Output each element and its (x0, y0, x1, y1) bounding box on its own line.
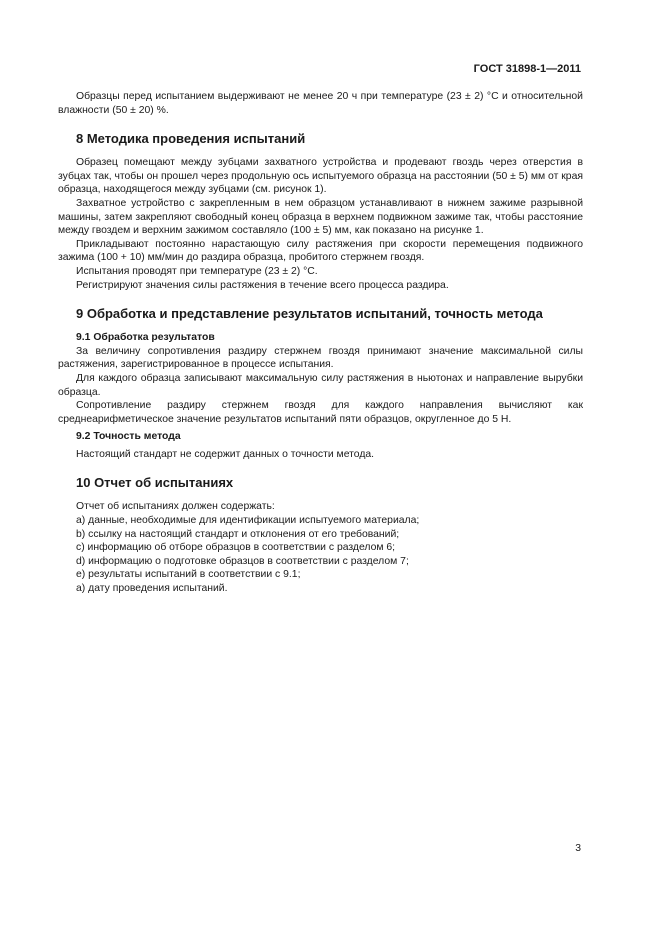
section-9-1-paragraph: Сопротивление раздиру стержнем гвоздя для каждого направления вычисляют как среднеарифметическое значение результатов испытаний пяти образцов, округленное до 5 Н. (58, 400, 583, 425)
section-9-1-paragraph: За величину сопротивления раздиру стержнем гвоздя принимают значение максимальной силы растяжения, зарегистрированное в процессе испытания. (58, 345, 583, 371)
section-9-2-paragraph: Настоящий стандарт не содержит данных о точности метода. (76, 448, 375, 460)
section-8-paragraph: Захватное устройство с закрепленным в нем образцом устанавливают в нижнем зажиме разрывной машины, затем закрепляют свободный конец образца в верхнем подвижном зажиме так, чтобы расстояние между гвоздем и верхним зажимом составляло (100 ± 5) мм, как показано на рисунке 1. (58, 197, 583, 237)
section-10-heading: 10 Отчет об испытаниях (76, 475, 234, 491)
standard-code-header: ГОСТ 31898-1—2011 (473, 63, 581, 75)
section-9-1-paragraph: Для каждого образца записывают максимальную силу растяжения в ньютонах и направление вырубки образца. (58, 372, 583, 398)
section-8-heading: 8 Методика проведения испытаний (76, 131, 306, 147)
section-10-lead: Отчет об испытаниях должен содержать: (76, 501, 275, 513)
report-list-item: а) дату проведения испытаний. (76, 583, 228, 595)
page-content (58, 90, 583, 596)
section-9-heading: 9 Обработка и представление результатов испытаний, точность метода (76, 306, 543, 322)
report-list-item: b) ссылку на настоящий стандарт и отклонения от его требований; (76, 528, 400, 540)
page-number: 3 (575, 843, 581, 854)
subsection-9-1-heading: 9.1 Обработка результатов (76, 332, 215, 344)
section-8-paragraph: Образец помещают между зубцами захватного устройства и продевают гвоздь через отверстия в зубцах так, чтобы он прошел через продольную ось испытуемого образца на расстоянии (50 ± 5) мм от края образца, находящегося между зубцами (см. рисунок 1). (58, 157, 583, 196)
intro-paragraph: Образцы перед испытанием выдерживают не менее 20 ч при температуре (23 ± 2) °С и относительной влажности (50 ± 20) %. (58, 91, 583, 116)
subsection-9-2-heading: 9.2 Точность метода (76, 431, 181, 443)
report-list-item: а) данные, необходимые для идентификации испытуемого материала; (76, 515, 420, 527)
report-list-item: е) результаты испытаний в соответствии с 9.1; (76, 569, 301, 581)
report-list-item: d) информацию о подготовке образцов в соответствии с разделом 7; (76, 555, 409, 567)
report-list-item: с) информацию об отборе образцов в соответствии с разделом 6; (76, 542, 396, 554)
section-8-paragraph: Испытания проводят при температуре (23 ± 2) °С. (76, 265, 318, 277)
section-8-paragraph: Прикладывают постоянно нарастающую силу растяжения при скорости перемещения подвижного зажима (100 + 10) мм/мин до раздира образца, пробитого стержнем гвоздя. (58, 238, 583, 264)
section-8-paragraph: Регистрируют значения силы растяжения в течение всего процесса раздира. (76, 279, 449, 291)
